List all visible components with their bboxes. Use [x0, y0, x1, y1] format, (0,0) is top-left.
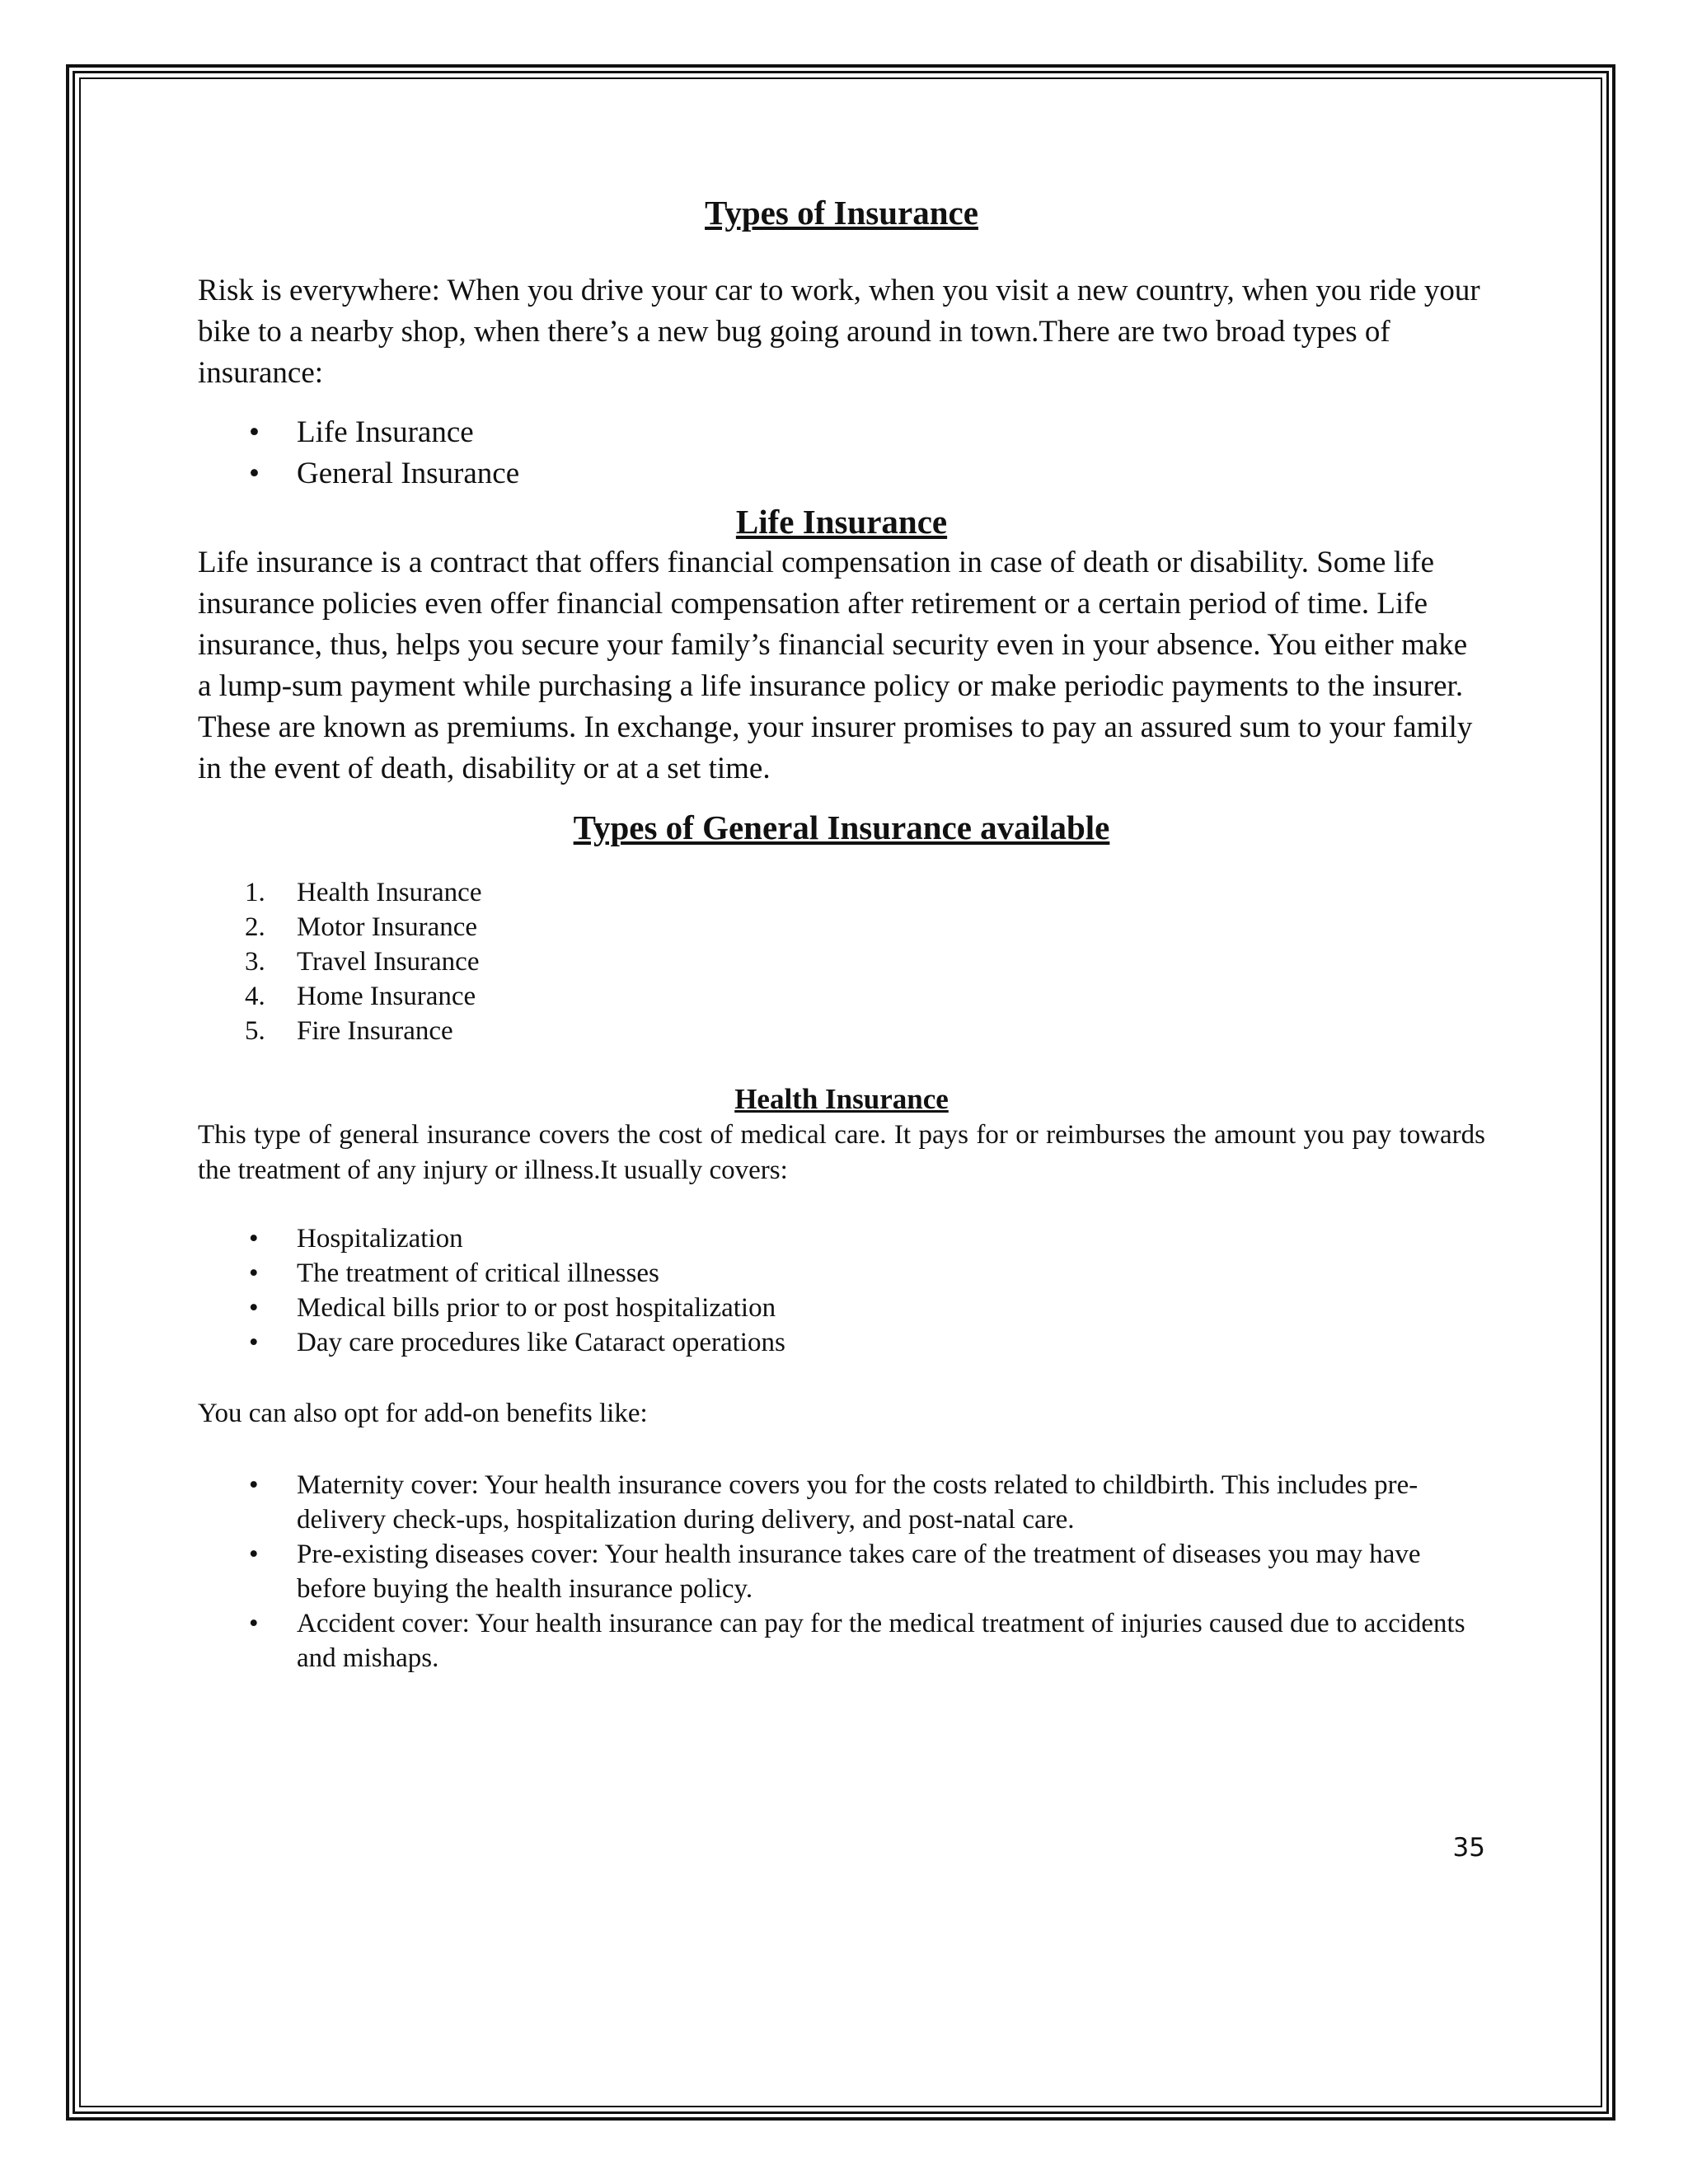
list-item: • Pre-existing diseases cover: Your health insurance takes care of the treatment of diseases you may have before buying the health insurance policy.: [198, 1537, 1485, 1606]
page-content: [198, 191, 1485, 1675]
addon-benefits-list: [198, 1468, 1485, 1675]
health-covers-list: [198, 1221, 1485, 1360]
list-item: • Medical bills prior to or post hospitalization: [198, 1291, 1485, 1325]
list-item: 1. Health Insurance: [245, 878, 482, 907]
list-item: • Day care procedures like Cataract operations: [198, 1325, 1485, 1360]
broad-types-list: [198, 412, 1485, 494]
life-insurance-paragraph: Life insurance is a contract that offers financial compensation in case of death or disability. Some life insurance policies even offer financial compensation after retirement or a certain period of time. Life insurance, thus, helps you secure your family’s financial security even in your absence. You either make a lump-sum payment while purchasing a life insurance policy or make periodic payments to the insurer. These are known as premiums. In exchange, your insurer promises to pay an assured sum to your family in the event of death, disability or at a set time.: [198, 546, 1473, 785]
bullet-icon: •: [249, 1609, 259, 1638]
general-insurance-heading: Types of General Insurance available: [573, 808, 1110, 846]
bullet-icon: •: [249, 1470, 259, 1500]
intro-paragraph: Risk is everywhere: When you drive your car to work, when you visit a new country, when you ride your bike to a nearby shop, when there’s a new bug going around in town.There are two broad types of insurance:: [198, 274, 1480, 390]
list-item: 4. Home Insurance: [245, 982, 476, 1011]
page-number: 35: [1452, 1833, 1485, 1863]
list-item: • Life Insurance: [198, 412, 1485, 453]
list-item: • Maternity cover: Your health insurance covers you for the costs related to childbirth. This includes pre-delivery check-ups, hospitalization during delivery, and post-natal care.: [198, 1468, 1485, 1537]
life-insurance-heading: Life Insurance: [735, 503, 948, 541]
general-insurance-list: [198, 875, 1485, 1048]
bullet-icon: •: [249, 1258, 259, 1288]
bullet-icon: •: [249, 1540, 259, 1569]
bullet-icon: •: [249, 1224, 259, 1254]
list-item: • Hospitalization: [198, 1221, 1485, 1256]
addon-intro: You can also opt for add-on benefits like:: [198, 1399, 648, 1428]
bullet-icon: •: [249, 1293, 259, 1323]
list-item: 3. Travel Insurance: [245, 947, 480, 977]
page-title: Types of Insurance: [705, 194, 978, 232]
health-insurance-heading: Health Insurance: [734, 1083, 949, 1115]
list-item: • General Insurance: [198, 453, 1485, 494]
list-item: 5. Fire Insurance: [245, 1016, 453, 1046]
bullet-icon: •: [249, 415, 260, 449]
health-insurance-paragraph: This type of general insurance covers the cost of medical care. It pays for or reimburses the amount you pay towards the treatment of any injury or illness.It usually covers:: [198, 1120, 1485, 1185]
bullet-icon: •: [249, 457, 260, 490]
list-item: • The treatment of critical illnesses: [198, 1256, 1485, 1291]
list-item: • Accident cover: Your health insurance can pay for the medical treatment of injuries caused due to accidents and mishaps.: [198, 1606, 1485, 1675]
list-item: 2. Motor Insurance: [245, 912, 478, 942]
bullet-icon: •: [249, 1328, 259, 1357]
